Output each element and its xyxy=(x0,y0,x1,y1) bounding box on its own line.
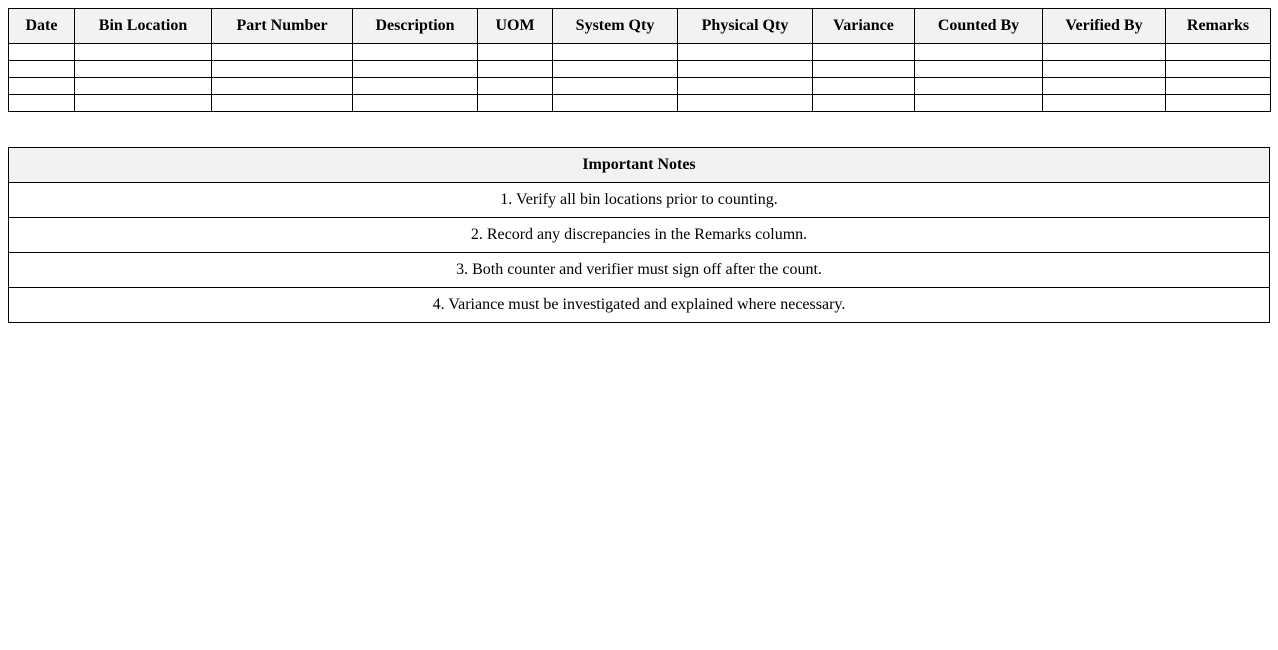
note-row xyxy=(9,253,1270,288)
table-cell[interactable] xyxy=(678,44,813,61)
column-header-verified-by: Verified By xyxy=(1043,9,1166,44)
table-cell[interactable] xyxy=(1043,95,1166,112)
table-cell[interactable] xyxy=(353,44,478,61)
table-cell[interactable] xyxy=(9,44,75,61)
table-cell[interactable] xyxy=(478,95,553,112)
table-cell[interactable] xyxy=(9,61,75,78)
table-cell[interactable] xyxy=(915,95,1043,112)
table-cell[interactable] xyxy=(212,44,353,61)
table-row xyxy=(9,78,1271,95)
table-cell[interactable] xyxy=(553,95,678,112)
table-cell[interactable] xyxy=(478,44,553,61)
table-cell[interactable] xyxy=(678,61,813,78)
column-header-uom: UOM xyxy=(478,9,553,44)
column-header-bin-location: Bin Location xyxy=(75,9,212,44)
column-header-remarks: Remarks xyxy=(1166,9,1271,44)
table-cell[interactable] xyxy=(9,95,75,112)
table-cell[interactable] xyxy=(1166,61,1271,78)
table-cell[interactable] xyxy=(75,44,212,61)
table-cell[interactable] xyxy=(1043,61,1166,78)
important-notes-table xyxy=(8,147,1270,323)
table-cell[interactable] xyxy=(813,78,915,95)
table-cell[interactable] xyxy=(353,61,478,78)
notes-title: Important Notes xyxy=(9,148,1270,183)
table-cell[interactable] xyxy=(678,95,813,112)
table-cell[interactable] xyxy=(915,44,1043,61)
inventory-count-table xyxy=(8,8,1271,112)
table-cell[interactable] xyxy=(553,78,678,95)
table-header-row xyxy=(9,9,1271,44)
table-cell[interactable] xyxy=(1043,78,1166,95)
table-cell[interactable] xyxy=(353,95,478,112)
table-cell[interactable] xyxy=(813,95,915,112)
note-item: 4. Variance must be investigated and explained where necessary. xyxy=(9,288,1270,323)
notes-header-row xyxy=(9,148,1270,183)
column-header-variance: Variance xyxy=(813,9,915,44)
table-cell[interactable] xyxy=(212,95,353,112)
table-cell[interactable] xyxy=(553,61,678,78)
column-header-physical-qty: Physical Qty xyxy=(678,9,813,44)
table-cell[interactable] xyxy=(212,61,353,78)
table-cell[interactable] xyxy=(915,78,1043,95)
table-cell[interactable] xyxy=(478,61,553,78)
column-header-date: Date xyxy=(9,9,75,44)
table-cell[interactable] xyxy=(813,44,915,61)
note-item: 1. Verify all bin locations prior to counting. xyxy=(9,183,1270,218)
table-cell[interactable] xyxy=(212,78,353,95)
note-row xyxy=(9,288,1270,323)
table-row xyxy=(9,44,1271,61)
column-header-counted-by: Counted By xyxy=(915,9,1043,44)
note-row xyxy=(9,183,1270,218)
table-cell[interactable] xyxy=(1166,44,1271,61)
table-cell[interactable] xyxy=(9,78,75,95)
table-row xyxy=(9,61,1271,78)
table-cell[interactable] xyxy=(1166,95,1271,112)
table-cell[interactable] xyxy=(553,44,678,61)
table-row xyxy=(9,95,1271,112)
table-cell[interactable] xyxy=(1043,44,1166,61)
table-cell[interactable] xyxy=(75,95,212,112)
table-cell[interactable] xyxy=(75,78,212,95)
note-item: 3. Both counter and verifier must sign off after the count. xyxy=(9,253,1270,288)
table-cell[interactable] xyxy=(75,61,212,78)
column-header-system-qty: System Qty xyxy=(553,9,678,44)
note-row xyxy=(9,218,1270,253)
document-page xyxy=(8,8,1270,323)
table-cell[interactable] xyxy=(915,61,1043,78)
table-cell[interactable] xyxy=(678,78,813,95)
column-header-description: Description xyxy=(353,9,478,44)
table-cell[interactable] xyxy=(478,78,553,95)
table-cell[interactable] xyxy=(353,78,478,95)
table-cell[interactable] xyxy=(813,61,915,78)
note-item: 2. Record any discrepancies in the Remarks column. xyxy=(9,218,1270,253)
column-header-part-number: Part Number xyxy=(212,9,353,44)
table-cell[interactable] xyxy=(1166,78,1271,95)
